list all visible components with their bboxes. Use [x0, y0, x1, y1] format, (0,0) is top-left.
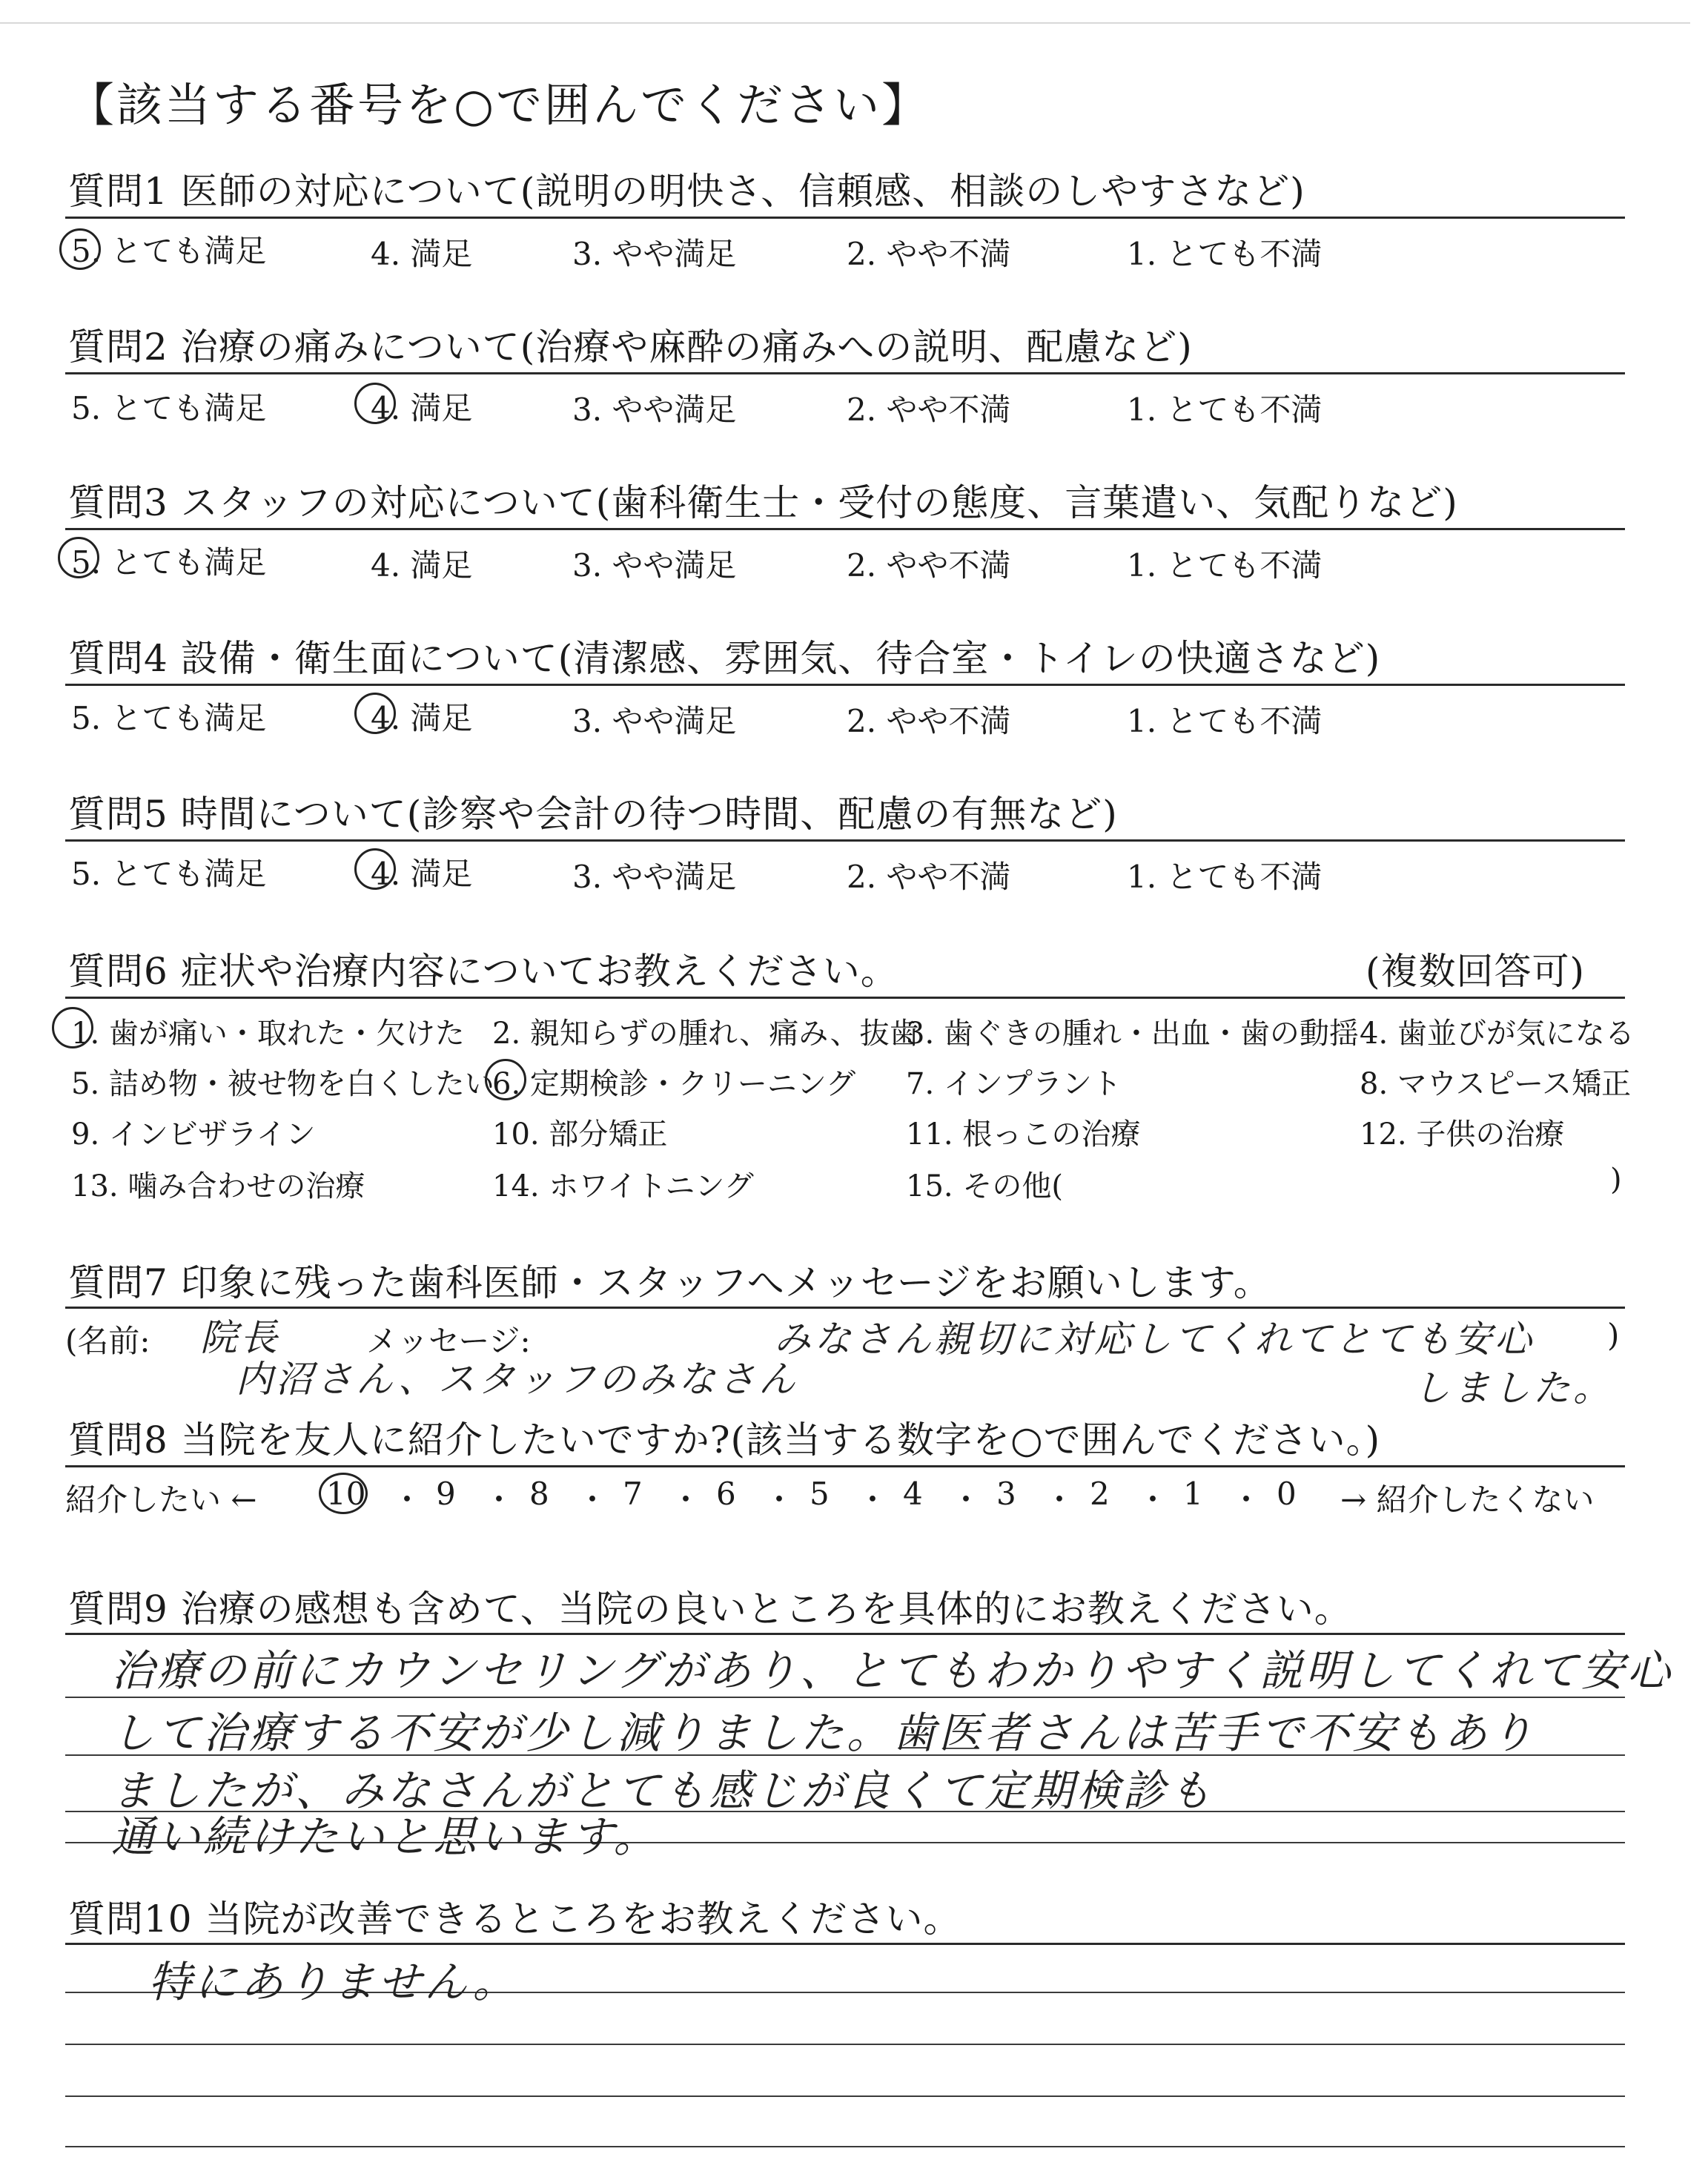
q8-scale-dot: ・ — [483, 1482, 515, 1518]
q7-name-handwritten-1: 院長 — [200, 1316, 280, 1359]
page-top-edge — [0, 22, 1690, 24]
q8-scale-dot: ・ — [577, 1482, 609, 1518]
q8-scale-8[interactable]: 8 — [529, 1476, 549, 1512]
q6-option-10[interactable]: 10. 部分矯正 — [492, 1117, 668, 1152]
q7-rule — [65, 1307, 1625, 1309]
q5-option-1[interactable]: 1. とても不満 — [1127, 859, 1323, 895]
q8-scale-7[interactable]: 7 — [623, 1476, 643, 1512]
q3-rule — [65, 528, 1625, 530]
q8-scale-dot: ・ — [1137, 1482, 1169, 1518]
q6-option-11[interactable]: 11. 根っこの治療 — [906, 1117, 1141, 1152]
q7-close-paren: ) — [1607, 1317, 1620, 1353]
q8-scale-dot: ・ — [391, 1482, 423, 1518]
q7-message-label: メッセージ: — [366, 1323, 531, 1359]
q6-option-1[interactable]: 1. 歯が痛い・取れた・欠けた — [71, 1017, 465, 1051]
q1-title: 質問1 医師の対応について(説明の明快さ、信頼感、相談のしやすさなど) — [68, 170, 1305, 213]
q4-option-4[interactable]: 4. 満足 — [371, 700, 473, 736]
q7-name-handwritten-2: 内沼さん、スタッフのみなさん — [236, 1358, 798, 1401]
q8-scale-0[interactable]: 0 — [1277, 1476, 1297, 1512]
q8-selection-circle — [319, 1473, 368, 1514]
q6-option-7[interactable]: 7. インプラント — [906, 1067, 1122, 1101]
q6-rule — [65, 997, 1625, 999]
q6-option-15[interactable]: 15. その他( — [906, 1169, 1063, 1203]
q8-scale-4[interactable]: 4 — [903, 1476, 923, 1512]
q6-selection-circle-1 — [52, 1007, 93, 1048]
q8-scale-dot: ・ — [1231, 1482, 1262, 1518]
q8-scale-1[interactable]: 1 — [1183, 1476, 1203, 1512]
q1-option-4[interactable]: 4. 満足 — [371, 236, 473, 272]
q10-answer-line — [65, 2044, 1625, 2045]
q9-answer-line-1: 治療の前にカウンセリングがあり、とてもわかりやすく説明してくれて安心 — [111, 1645, 1673, 1696]
q8-scale-10[interactable]: 10 — [326, 1476, 366, 1512]
q3-option-1[interactable]: 1. とても不満 — [1127, 547, 1323, 584]
q8-scale-3[interactable]: 3 — [996, 1476, 1016, 1512]
q10-rule — [65, 1943, 1625, 1945]
q6-option-13[interactable]: 13. 噛み合わせの治療 — [71, 1169, 365, 1203]
q3-option-2[interactable]: 2. やや不満 — [847, 547, 1011, 584]
q3-option-3[interactable]: 3. やや満足 — [572, 547, 737, 584]
q2-option-5[interactable]: 5. とても満足 — [71, 390, 267, 426]
q6-option-4[interactable]: 4. 歯並びが気になる — [1360, 1017, 1635, 1051]
q6-option-8[interactable]: 8. マウスピース矯正 — [1360, 1067, 1632, 1101]
q10-answer-line — [65, 2146, 1625, 2147]
q9-rule — [65, 1633, 1625, 1635]
q7-name-label: (名前: — [65, 1323, 150, 1359]
q8-scale-6[interactable]: 6 — [716, 1476, 736, 1512]
q7-message-handwritten-1: みなさん親切に対応してくれてとても安心 — [774, 1318, 1535, 1361]
q2-title: 質問2 治療の痛みについて(治療や麻酔の痛みへの説明、配慮など) — [68, 326, 1193, 369]
q4-option-5[interactable]: 5. とても満足 — [71, 700, 267, 736]
q5-selection-circle — [354, 848, 396, 890]
q3-selection-circle — [58, 537, 99, 578]
q3-title: 質問3 スタッフの対応について(歯科衛生士・受付の態度、言葉遣い、気配りなど) — [68, 481, 1458, 524]
q1-option-1[interactable]: 1. とても不満 — [1127, 236, 1323, 272]
q8-scale-dot: ・ — [1044, 1482, 1076, 1518]
q2-option-2[interactable]: 2. やや不満 — [847, 392, 1011, 428]
q9-answer-line-3: ましたが、みなさんがとても感じが良くて定期検診も — [111, 1766, 1215, 1816]
q9-title: 質問9 治療の感想も含めて、当院の良いところを具体的にお教えください。 — [68, 1588, 1352, 1631]
q5-option-4[interactable]: 4. 満足 — [371, 856, 473, 892]
q2-selection-circle — [354, 383, 396, 424]
q6-option-12[interactable]: 12. 子供の治療 — [1360, 1117, 1565, 1152]
q6-option-14[interactable]: 14. ホワイトニング — [492, 1169, 754, 1203]
q4-option-3[interactable]: 3. やや満足 — [572, 703, 737, 739]
q3-option-4[interactable]: 4. 満足 — [371, 547, 473, 584]
q1-selection-circle — [59, 228, 101, 270]
q3-option-5[interactable]: 5. とても満足 — [71, 544, 267, 581]
q7-title: 質問7 印象に残った歯科医師・スタッフへメッセージをお願いします。 — [68, 1261, 1271, 1304]
q2-option-4[interactable]: 4. 満足 — [371, 390, 473, 426]
page-title: 【該当する番号を○で囲んでください】 — [68, 78, 930, 132]
q9-answer-line-4: 通い続けたいと思います。 — [111, 1811, 660, 1862]
q8-left-label: 紹介したい ← — [65, 1482, 257, 1518]
q8-scale-dot: ・ — [950, 1482, 982, 1518]
q6-option-6[interactable]: 6. 定期検診・クリーニング — [492, 1067, 856, 1101]
q5-title: 質問5 時間について(診察や会計の待つ時間、配慮の有無など) — [68, 793, 1118, 836]
q6-multiple-note: (複数回答可) — [1366, 950, 1586, 993]
q5-option-3[interactable]: 3. やや満足 — [572, 859, 737, 895]
q6-option-9[interactable]: 9. インビザライン — [71, 1117, 316, 1152]
q10-answer-line — [65, 2095, 1625, 2097]
q6-option-2[interactable]: 2. 親知らずの腫れ、痛み、抜歯 — [492, 1017, 919, 1051]
q2-rule — [65, 372, 1625, 374]
q4-title: 質問4 設備・衛生面について(清潔感、雰囲気、待合室・トイレの快適さなど) — [68, 637, 1381, 680]
q6-option-5[interactable]: 5. 詰め物・被せ物を白くしたい — [71, 1067, 494, 1101]
q10-title: 質問10 当院が改善できるところをお教えください。 — [68, 1898, 961, 1941]
q1-option-2[interactable]: 2. やや不満 — [847, 236, 1011, 272]
q6-option-3[interactable]: 3. 歯ぐきの腫れ・出血・歯の動揺 — [906, 1017, 1359, 1051]
q6-option-15-close: ) — [1610, 1163, 1622, 1197]
q4-rule — [65, 684, 1625, 686]
q5-option-5[interactable]: 5. とても満足 — [71, 856, 267, 892]
q8-scale-dot: ・ — [670, 1482, 702, 1518]
q4-option-2[interactable]: 2. やや不満 — [847, 703, 1011, 739]
q6-selection-circle-6 — [485, 1059, 526, 1100]
q1-rule — [65, 217, 1625, 219]
q5-option-2[interactable]: 2. やや不満 — [847, 859, 1011, 895]
q8-scale-dot: ・ — [764, 1482, 795, 1518]
q8-scale-dot: ・ — [857, 1482, 889, 1518]
q1-option-3[interactable]: 3. やや満足 — [572, 236, 737, 272]
q2-option-1[interactable]: 1. とても不満 — [1127, 392, 1323, 428]
q4-option-1[interactable]: 1. とても不満 — [1127, 703, 1323, 739]
q2-option-3[interactable]: 3. やや満足 — [572, 392, 737, 428]
q8-scale-5[interactable]: 5 — [810, 1476, 830, 1512]
q8-scale-2[interactable]: 2 — [1090, 1476, 1110, 1512]
q9-answer-line-2: して治療する不安が少し減りました。歯医者さんは苦手で不安もあり — [111, 1708, 1537, 1758]
q8-title: 質問8 当院を友人に紹介したいですか?(該当する数字を○で囲んでください。) — [68, 1418, 1381, 1462]
q6-title: 質問6 症状や治療内容についてお教えください。 — [68, 950, 898, 993]
q10-answer-line-1: 特にありません。 — [148, 1957, 519, 2007]
q1-option-5[interactable]: 5. とても満足 — [71, 233, 267, 269]
q7-message-handwritten-2: しました。 — [1413, 1367, 1613, 1410]
q5-rule — [65, 839, 1625, 842]
q8-right-label: → 紹介したくない — [1340, 1482, 1595, 1518]
q8-scale-9[interactable]: 9 — [436, 1476, 456, 1512]
q4-selection-circle — [354, 693, 396, 734]
q8-rule — [65, 1465, 1625, 1467]
